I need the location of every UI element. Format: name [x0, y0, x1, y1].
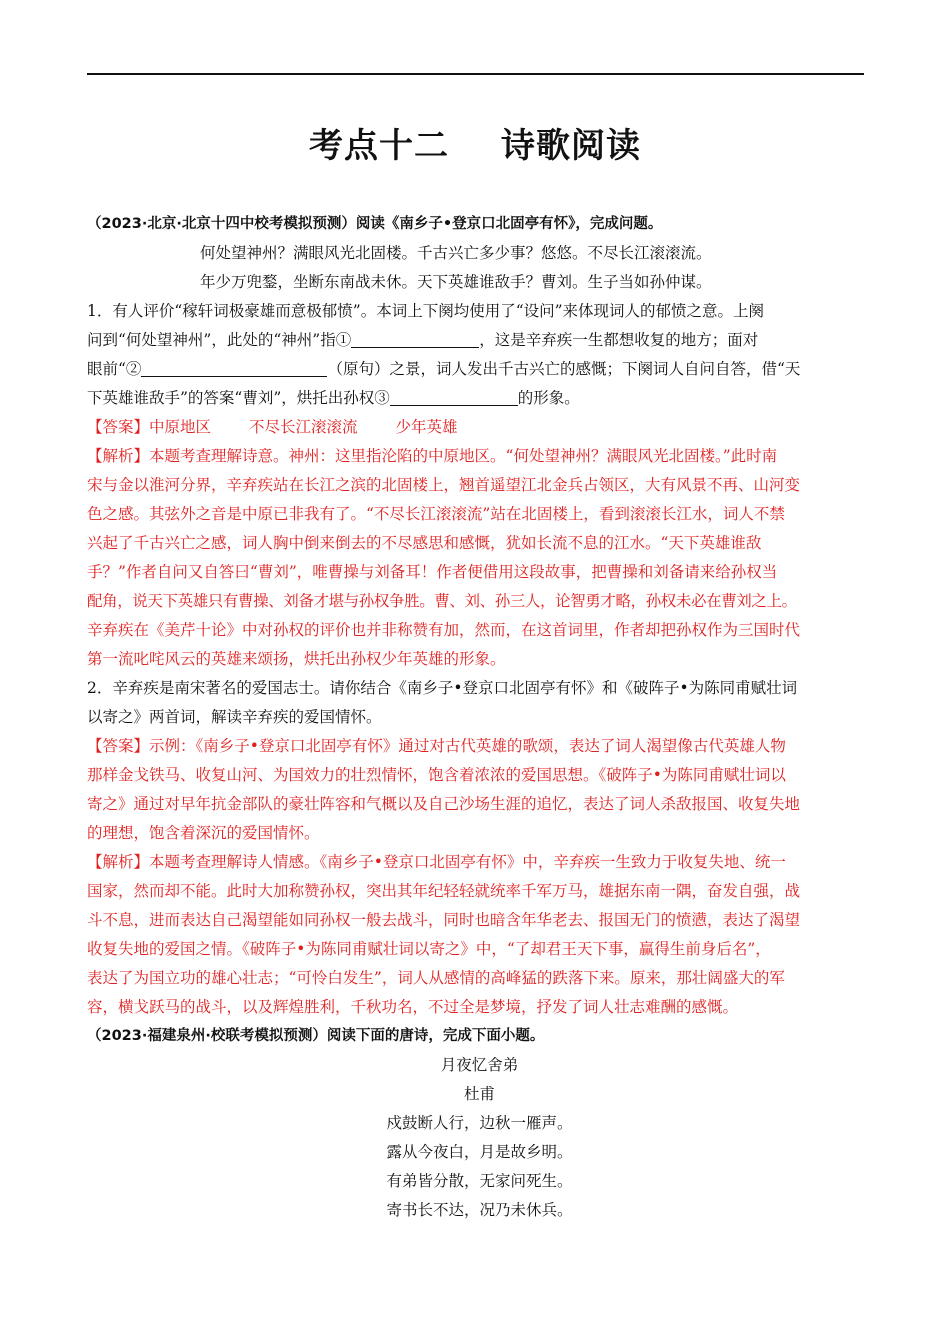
analysis-line: 兴起了千古兴亡之感，词人胸中倒来倒去的不尽感思和感慨，犹如长流不息的江水。“天下英雄谁敌 — [87, 534, 762, 552]
analysis-line: 色之感。其弦外之音是中原已非我有了。“不尽长江滚滚流”站在北固楼上，看到滚滚长江水，词人不禁 — [87, 505, 785, 523]
analysis-line: 国家，然而却不能。此时大加称赞孙权，突出其年纪轻轻就统率千军万马，雄据东南一隅，奋发自强，战 — [87, 882, 801, 900]
q2-analysis: 【解析】本题考查理解诗人情感。《南乡子•登京口北固亭有怀》中，辛弃疾一生致力于收复失地、统一 — [87, 853, 786, 871]
q1-line: 下英雄谁敌手”的答案“曹刘”，烘托出孙权③ 的形象。 — [87, 389, 580, 407]
q1-line: 眼前“② （原句）之景，词人发出千古兴亡的感慨；下阕词人自问自答，借“天 — [87, 360, 801, 378]
q2-line: 以寄之》两首词，解读辛弃疾的爱国情怀。 — [87, 708, 382, 726]
answer-line: 那样金戈铁马、收复山河、为国效力的壮烈情怀，饱含着浓浓的爱国思想。《破阵子•为陈同甫赋壮词以 — [87, 766, 786, 784]
q1-analysis: 【解析】本题考查理解诗意。神州：这里指沦陷的中原地区。“何处望神州？满眼风光北固楼。”此时南 — [87, 447, 778, 465]
analysis-line: 手？”作者自问又自答曰“曹刘”，唯曹操与刘备耳！作者便借用这段故事，把曹操和刘备请来给孙权当 — [87, 563, 778, 581]
document-body — [87, 210, 872, 1225]
page-title — [0, 118, 950, 167]
poem-line: 有弟皆分散，无家问死生。 — [386, 1172, 573, 1190]
answer-line: 寄之》通过对早年抗金部队的豪壮阵容和气概以及自己沙场生涯的追忆，表达了词人杀敌报国、收复失地 — [87, 795, 801, 813]
q2-answer: 【答案】示例：《南乡子•登京口北固亭有怀》通过对古代英雄的歌颂，表达了词人渴望像古代英雄人物 — [87, 737, 786, 755]
q2-line: 2．辛弃疾是南宋著名的爱国志士。请你结合《南乡子•登京口北固亭有怀》和《破阵子•为陈同甫赋壮词 — [87, 679, 798, 697]
analysis-line: 容，横戈跃马的战斗，以及辉煌胜利，千秋功名，不过全是梦境，抒发了词人壮志难酬的感慨。 — [87, 998, 739, 1016]
analysis-line: 斗不息，进而表达自己渴望能如同孙权一般去战斗，同时也暗含年华老去、报国无门的愤懑，表达了渴望 — [87, 911, 801, 929]
answer-line: 的理想，饱含着深沉的爱国情怀。 — [87, 824, 320, 842]
q1-answer: 【答案】中原地区 不尽长江滚滚流 少年英雄 — [87, 418, 458, 436]
analysis-line: 收复失地的爱国之情。《破阵子•为陈同甫赋壮词以寄之》中，“了却君王天下事，赢得生前身后名”， — [87, 940, 771, 958]
answer-blank-3 — [390, 387, 518, 406]
analysis-line: 表达了为国立功的雄心壮志；“可怜白发生”，词人从感情的高峰猛的跌落下来。原来，那壮阔盛大的军 — [87, 969, 785, 987]
answer-blank-1 — [351, 329, 479, 348]
q1-line: 1．有人评价“稼轩词极豪雄而意极郁愤”。本词上下阕均使用了“设问”来体现词人的郁愤之意。上阕 — [87, 302, 765, 320]
title-part2: 诗歌阅读 — [501, 126, 641, 166]
title-part1: 考点十二 — [309, 126, 449, 166]
poem-line: 露从今夜白，月是故乡明。 — [386, 1143, 573, 1161]
poem-line: 何处望神州？满眼风光北固楼。千古兴亡多少事？悠悠。不尽长江滚滚流。 — [200, 244, 712, 262]
answer-blank-2 — [141, 358, 327, 377]
q1-line: 问到“何处望神州”，此处的“神州”指① ，这是辛弃疾一生都想收复的地方；面对 — [87, 331, 759, 349]
poem-line: 年少万兜鍪，坐断东南战未休。天下英雄谁敌手？曹刘。生子当如孙仲谋。 — [200, 273, 712, 291]
analysis-line: 第一流叱咤风云的英雄来颂扬，烘托出孙权少年英雄的形象。 — [87, 650, 506, 668]
poem-line: 寄书长不达，况乃未休兵。 — [386, 1201, 573, 1219]
header-rule — [87, 73, 864, 75]
analysis-line: 辛弃疾在《美芹十论》中对孙权的评价也并非称赞有加，然而，在这首词里，作者却把孙权作为三国时代 — [87, 621, 801, 639]
section1-intro: （2023·北京·北京十四中校考模拟预测）阅读《南乡子•登京口北固亭有怀》，完成问题。 — [87, 216, 663, 232]
poem-author: 杜甫 — [463, 1085, 495, 1103]
section2-intro: （2023·福建泉州·校联考模拟预测）阅读下面的唐诗，完成下面小题。 — [87, 1028, 545, 1044]
poem-line: 戍鼓断人行，边秋一雁声。 — [386, 1114, 573, 1132]
poem-title: 月夜忆舍弟 — [440, 1056, 519, 1074]
analysis-line: 配角，说天下英雄只有曹操、刘备才堪与孙权争胜。曹、刘、孙三人，论智勇才略，孙权未必在曹刘之上。 — [87, 592, 797, 610]
analysis-line: 宋与金以淮河分界，辛弃疾站在长江之滨的北固楼上，翘首遥望江北金兵占领区，大有风景不再、山河变 — [87, 476, 801, 494]
